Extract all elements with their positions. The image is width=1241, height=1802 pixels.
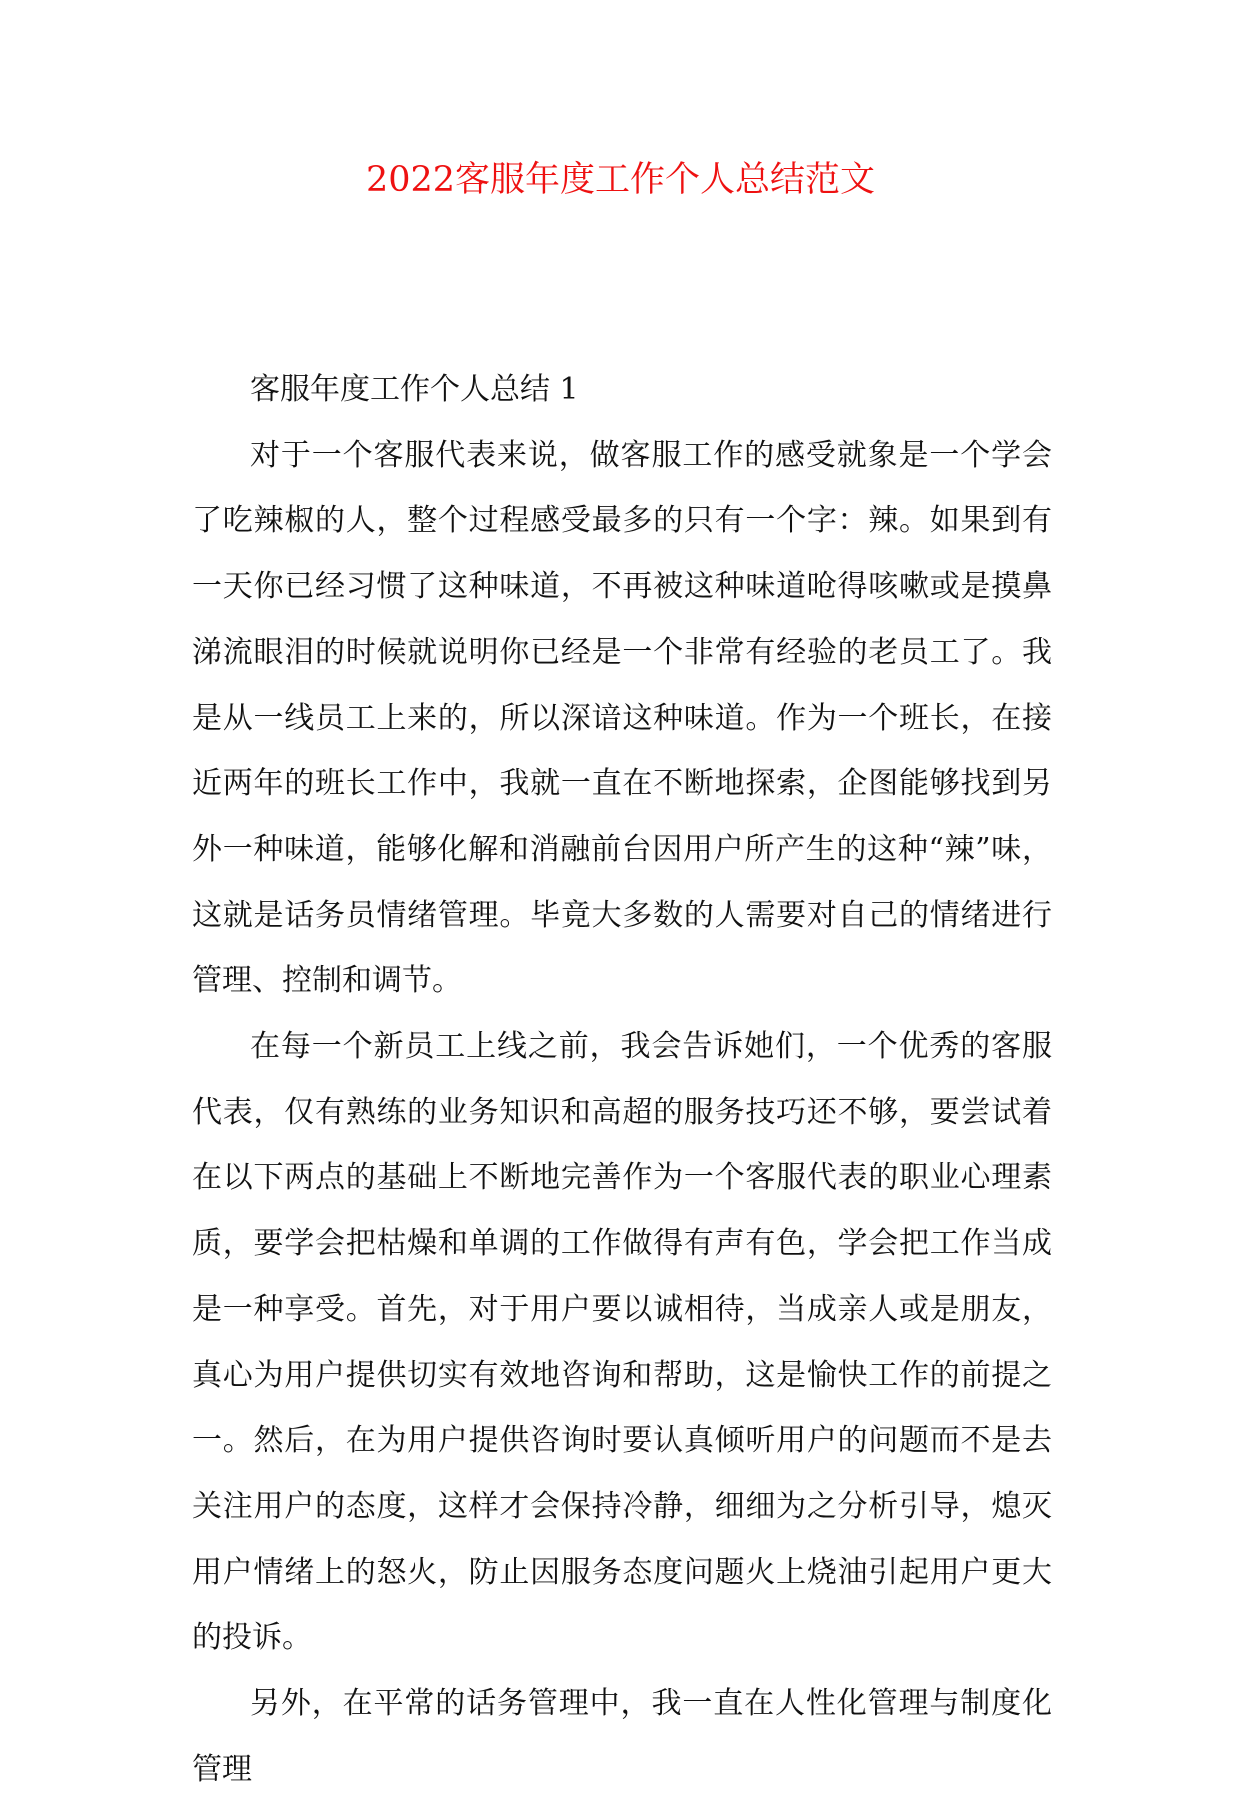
document-body bbox=[192, 357, 1052, 1802]
paragraph-3: 另外，在平常的话务管理中，我一直在人性化管理与制度化管理 bbox=[192, 1686, 1052, 1787]
paragraph-1: 对于一个客服代表来说，做客服工作的感受就象是一个学会了吃辣椒的人，整个过程感受最多的只有一个字：辣。如果到有一天你已经习惯了这种味道，不再被这种味道呛得咳嗽或是摸鼻涕流眼泪的时候就说明你已经是一个非常有经验的老员工了。我是从一线员工上来的，所以深谙这种味道。作为一个班长，在接近两年的班长工作中，我就一直在不断地探索，企图能够找到另外一种味道，能够化解和消融前台因用户所产生的这种“辣”味，这就是话务员情绪管理。毕竟大多数的人需要对自己的情绪进行管理、控制和调节。 bbox=[192, 437, 1052, 999]
document-title: 2022客服年度工作个人总结范文 bbox=[365, 160, 876, 200]
section-heading: 客服年度工作个人总结 1 bbox=[250, 372, 579, 407]
paragraph-2: 在每一个新员工上线之前，我会告诉她们，一个优秀的客服代表，仅有熟练的业务知识和高超的服务技巧还不够，要尝试着在以下两点的基础上不断地完善作为一个客服代表的职业心理素质，要学会把枯燥和单调的工作做得有声有色，学会把工作当成是一种享受。首先，对于用户要以诚相待，当成亲人或是朋友，真心为用户提供切实有效地咨询和帮助，这是愉快工作的前提之一。然后，在为用户提供咨询时要认真倾听用户的问题而不是去关注用户的态度，这样才会保持冷静，细细为之分析引导，熄灭用户情绪上的怒火，防止因服务态度问题火上烧油引起用户更大的投诉。 bbox=[192, 1029, 1052, 1656]
